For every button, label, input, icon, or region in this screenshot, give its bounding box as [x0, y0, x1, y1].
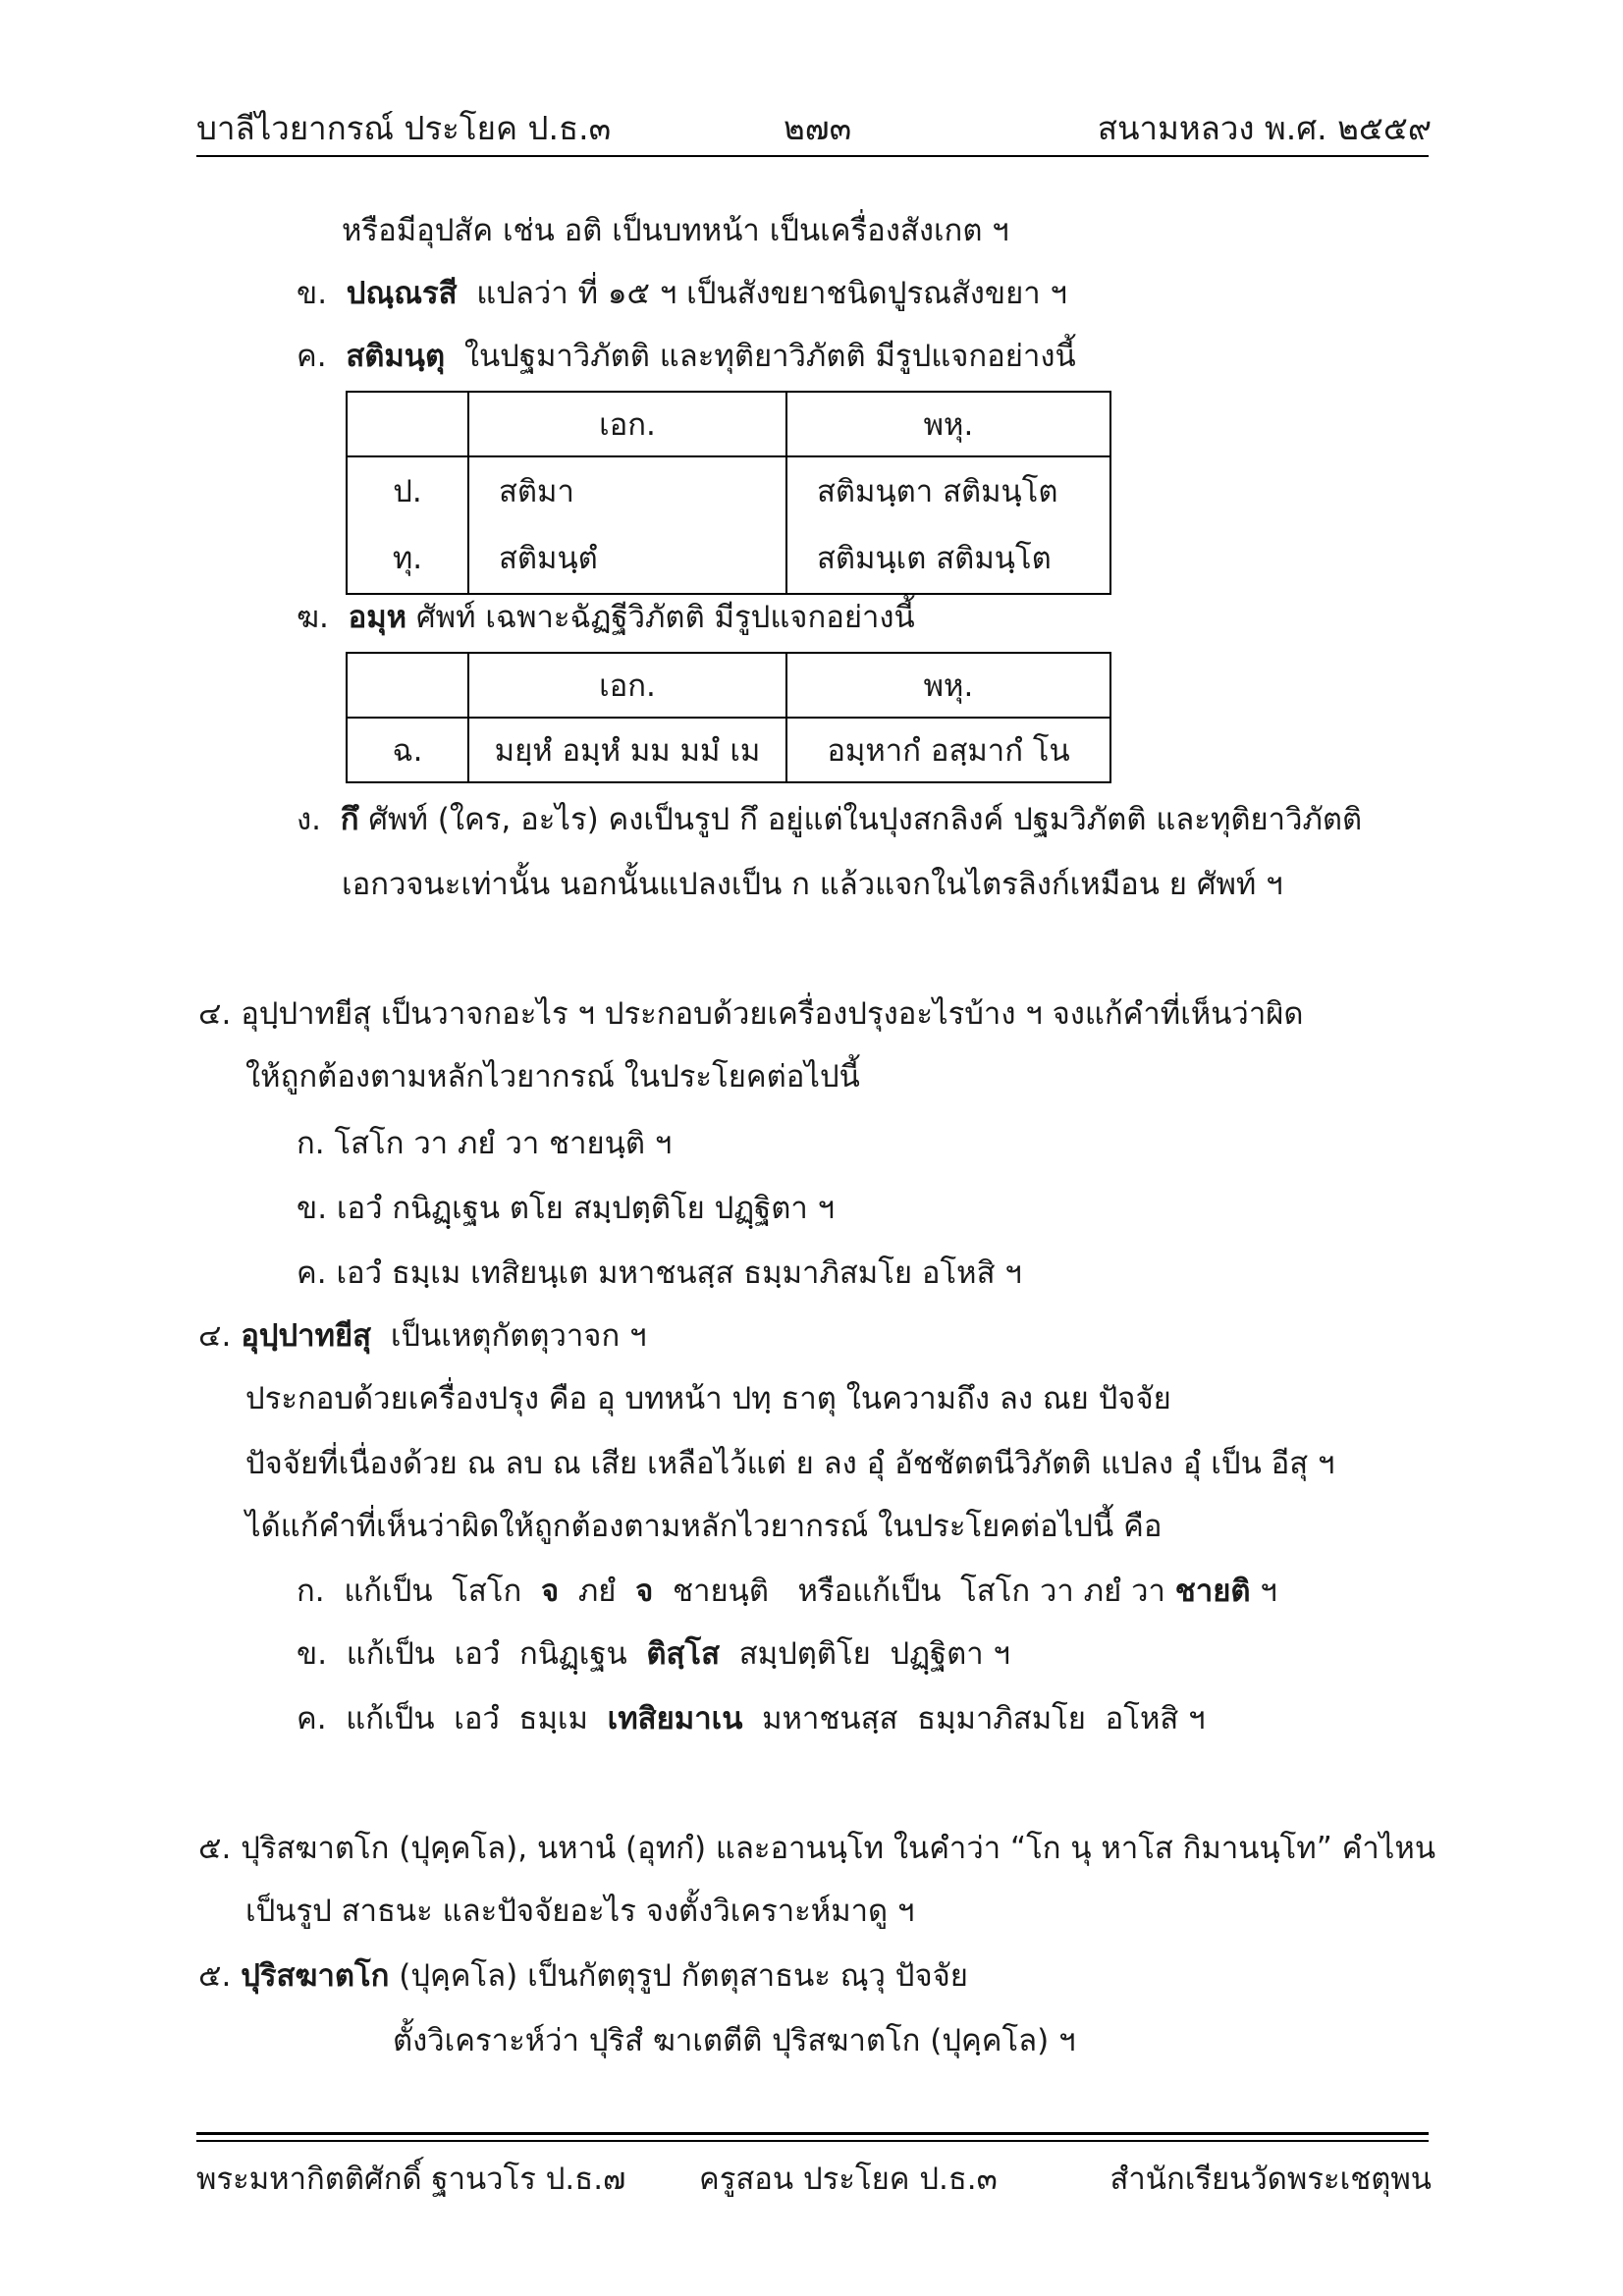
answer-4-line4: ได้แก้คำที่เห็นว่าผิดให้ถูกต้องตามหลักไวยากรณ์ ในประโยคต่อไปนี้ คือ: [245, 1509, 1163, 1544]
question-4-item-c: ค. เอวํ ธมฺเม เทสิยนฺเต มหาชนสฺส ธมฺมาภิสมโย อโหสิ ฯ: [297, 1255, 1022, 1291]
question-number: ๔.: [198, 996, 232, 1032]
question-text: ปุริสฆาตโก (ปุคฺคโล), นหานํ (อุทกํ) และอานนฺโท ในคำว่า “โก นุ หาโส กิมานนฺโท” คำไหน: [241, 1831, 1436, 1866]
question-4-item-a: ก. โสโก วา ภยํ วา ชายนฺติ ฯ: [297, 1126, 673, 1161]
item-marker: ข.: [297, 276, 328, 311]
correction-word: จ: [635, 1574, 654, 1609]
header-left-title: บาลีไวยากรณ์ ประโยค ป.ธ.๓: [196, 109, 612, 147]
case-label: ป.: [393, 474, 422, 509]
correction-word: ติสฺโส: [646, 1636, 721, 1672]
text-run: ข. แก้เป็น เอวํ กนิฏฺเฐน: [297, 1636, 647, 1672]
question-5-line2: เป็นรูป สาธนะ และปัจจัยอะไร จงตั้งวิเคราะห์มาดู ฯ: [245, 1894, 915, 1929]
item-marker: ค.: [297, 339, 327, 374]
footer-rule-thin: [196, 2140, 1429, 2142]
table-corner: [347, 392, 468, 456]
question-text: อุปฺปาทยีสุ เป็นวาจกอะไร ฯ ประกอบด้วยเครื่องปรุงอะไรบ้าง ฯ จงแก้คำที่เห็นว่าผิด: [241, 996, 1304, 1032]
answer-5-line1: [198, 1959, 968, 1995]
item-nga: [297, 803, 1362, 838]
item-text: ในปฐมาวิภัตติ และทุติยาวิภัตติ มีรูปแจกอย่างนี้: [463, 339, 1076, 374]
item-headword: สติมนฺตุ: [346, 339, 446, 374]
item-kho: [297, 277, 1067, 312]
declension-table-satimantu: [346, 391, 1111, 595]
question-number: ๕.: [198, 1831, 232, 1866]
item-headword: กึ: [340, 802, 359, 837]
footer-institution: สำนักเรียนวัดพระเชตุพน: [1109, 2162, 1432, 2197]
correction-word: จ: [540, 1574, 560, 1609]
header-rule: [196, 155, 1429, 157]
item-text: ศัพท์ เฉพาะฉัฏฐีวิภัตติ มีรูปแจกอย่างนี้: [415, 600, 915, 635]
page-number: ๒๗๓: [784, 109, 852, 147]
table-corner: [347, 653, 468, 718]
header-right-title: สนามหลวง พ.ศ. ๒๕๕๙: [1097, 109, 1432, 147]
answer-4-item-c: [297, 1702, 1206, 1737]
answer-4-item-b: [297, 1637, 1010, 1673]
answer-4-item-a: [297, 1575, 1277, 1610]
item-marker: ฆ.: [297, 600, 329, 635]
answer-headword: ปุริสฆาตโก: [241, 1958, 390, 1994]
footer-rule-thick: [196, 2132, 1429, 2135]
answer-number: ๕.: [198, 1958, 232, 1994]
text-run: ภยํ: [559, 1574, 636, 1609]
answer-4-line3: ปัจจัยที่เนื่องด้วย ณ ลบ ณ เสีย เหลือไว้แต่ ย ลง อุํ อัชชัตตนีวิภัตติ แปลง อุํ เป็น อีสุ ฯ: [245, 1446, 1335, 1481]
declension-table-amha: [346, 652, 1111, 783]
text-run: ก. แก้เป็น โสโก: [297, 1574, 541, 1609]
item-gha: [297, 601, 915, 636]
table-cell: สติมา: [499, 474, 574, 509]
answer-text: (ปุคฺคโล) เป็นกัตตุรูป กัตตุสาธนะ ณฺวุ ปัจจัย: [399, 1958, 968, 1994]
text-run: ฯ: [1250, 1574, 1277, 1609]
case-label: ทุ.: [392, 541, 423, 576]
case-label: ฉ.: [347, 718, 468, 782]
table-cell: สติมนฺตํ: [499, 541, 598, 576]
item-text: ศัพท์ (ใคร, อะไร) คงเป็นรูป กึ อยู่แต่ในปุงสกลิงค์ ปฐมวิภัตติ และทุติยาวิภัตติ: [368, 802, 1363, 837]
footer-author: พระมหากิตติศักดิ์ ฐานวโร ป.ธ.๗: [196, 2162, 626, 2197]
text-run: ค. แก้เป็น เอวํ ธมฺเม: [297, 1701, 608, 1736]
question-4-item-b: ข. เอวํ กนิฏฺเฐน ตโย สมฺปตฺติโย ปฏฺฐิตา ฯ: [297, 1191, 836, 1226]
item-headword: อมุห: [348, 600, 407, 635]
text-run: สมฺปตฺติโย ปฏฺฐิตา ฯ: [720, 1636, 1010, 1672]
table-cell: สติมนฺเต สติมนฺโต: [817, 541, 1052, 576]
item-text: แปลว่า ที่ ๑๕ ฯ เป็นสังขยาชนิดปูรณสังขยา ฯ: [476, 276, 1067, 311]
item-marker: ง.: [297, 802, 321, 837]
plural-forms: [786, 456, 1110, 594]
answer-headword: อุปฺปาทยีสุ: [241, 1318, 372, 1354]
correction-word: ชายติ: [1174, 1574, 1251, 1609]
answer-4-line2: ประกอบด้วยเครื่องปรุง คือ อุ บทหน้า ปทฺ ธาตุ ในความถึง ลง ณย ปัจจัย: [245, 1381, 1171, 1416]
correction-word: เทสิยมาเน: [607, 1701, 743, 1736]
table-cell: มยฺหํ อมฺหํ มม มมํ เม: [468, 718, 786, 782]
item-nga-continuation: เอกวจนะเท่านั้น นอกนั้นแปลงเป็น ก แล้วแจกในไตรลิงก์เหมือน ย ศัพท์ ฯ: [342, 867, 1283, 902]
answer-number: ๔.: [198, 1318, 232, 1354]
footer-role: ครูสอน ประโยค ป.ธ.๓: [699, 2162, 998, 2197]
singular-forms: [468, 456, 786, 594]
column-header-plural: พหุ.: [786, 653, 1110, 718]
item-headword: ปณฺณรสี: [346, 276, 458, 311]
answer-4-line1: [198, 1319, 646, 1355]
question-4-line2: ให้ถูกต้องตามหลักไวยากรณ์ ในประโยคต่อไปนี้: [245, 1059, 860, 1095]
case-labels: [347, 456, 468, 594]
table-cell: สติมนฺตา สติมนฺโต: [817, 474, 1058, 509]
answer-5-line2: ตั้งวิเคราะห์ว่า ปุริสํ ฆาเตตีติ ปุริสฆาตโก (ปุคฺคโล) ฯ: [393, 2023, 1076, 2058]
item-kha: [297, 340, 1076, 375]
question-5-line1: [198, 1832, 1435, 1867]
text-run: มหาชนสฺส ธมฺมาภิสมโย อโหสิ ฯ: [742, 1701, 1206, 1736]
column-header-singular: เอก.: [468, 392, 786, 456]
continuation-line: หรือมีอุปสัค เช่น อติ เป็นบทหน้า เป็นเครื่องสังเกต ฯ: [342, 213, 1009, 248]
table-cell: อมฺหากํ อสฺมากํ โน: [786, 718, 1110, 782]
column-header-plural: พหุ.: [786, 392, 1110, 456]
question-4-line1: [198, 997, 1304, 1033]
text-run: ชายนฺติ หรือแก้เป็น โสโก วา ภยํ วา: [653, 1574, 1175, 1609]
answer-text: เป็นเหตุกัตตุวาจก ฯ: [390, 1318, 647, 1354]
column-header-singular: เอก.: [468, 653, 786, 718]
